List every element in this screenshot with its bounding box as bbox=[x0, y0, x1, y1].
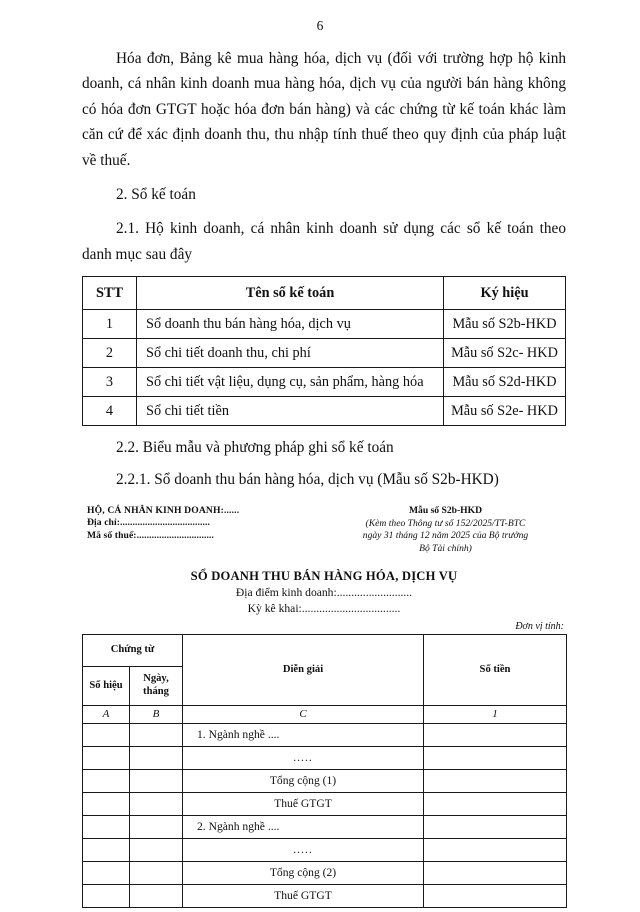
cell-amount[interactable] bbox=[424, 793, 567, 816]
declaration-period-label: Kỳ kê khai:.................................. bbox=[247, 602, 401, 616]
table-row bbox=[83, 339, 566, 368]
circular-line-2: ngày 31 tháng 12 năm 2025 của Bộ trưởng bbox=[362, 530, 529, 542]
cell-amount[interactable] bbox=[424, 862, 567, 885]
col-letter-description: C bbox=[183, 706, 424, 724]
cell-description[interactable]: Tổng cộng (1) bbox=[183, 770, 424, 793]
cell-book-name: Sổ chi tiết vật liệu, dụng cụ, sản phẩm, hàng hóa bbox=[137, 368, 444, 397]
cell-stt: 1 bbox=[83, 310, 137, 339]
tax-code-label: Mã số thuế:............................... bbox=[87, 529, 215, 541]
business-location-label: Địa điểm kinh doanh:.......................... bbox=[235, 586, 413, 600]
table-row bbox=[83, 747, 567, 770]
col-letter-voucher-date: B bbox=[130, 706, 183, 724]
cell-book-name: Sổ chi tiết doanh thu, chi phí bbox=[137, 339, 444, 368]
cell-amount[interactable] bbox=[424, 747, 567, 770]
col-header-symbol: Ký hiệu bbox=[444, 277, 566, 310]
circular-line-1: (Kèm theo Thông tư số 152/2025/TT-BTC bbox=[365, 517, 526, 529]
cell-voucher-date[interactable] bbox=[130, 793, 183, 816]
cell-voucher-number[interactable] bbox=[83, 747, 130, 770]
form-header-block bbox=[82, 505, 566, 567]
cell-description[interactable]: ..... bbox=[183, 747, 424, 770]
cell-voucher-date[interactable] bbox=[130, 862, 183, 885]
table-row bbox=[83, 862, 567, 885]
cell-voucher-number[interactable] bbox=[83, 839, 130, 862]
cell-amount[interactable] bbox=[424, 885, 567, 908]
form-header-left bbox=[87, 505, 239, 542]
table-accounting-books bbox=[82, 276, 566, 426]
cell-voucher-number[interactable] bbox=[83, 793, 130, 816]
cell-book-name: Sổ chi tiết tiền bbox=[137, 397, 444, 426]
cell-voucher-date[interactable] bbox=[130, 885, 183, 908]
col-letter-amount: 1 bbox=[424, 706, 567, 724]
spacer bbox=[82, 426, 566, 435]
table-row bbox=[83, 816, 567, 839]
address-label: Địa chỉ:.................................... bbox=[87, 517, 210, 529]
cell-amount[interactable] bbox=[424, 724, 567, 747]
cell-voucher-number[interactable] bbox=[83, 770, 130, 793]
cell-stt: 2 bbox=[83, 339, 137, 368]
spacer bbox=[82, 207, 566, 216]
business-name-label: HỘ, CÁ NHÂN KINH DOANH:...... bbox=[87, 505, 240, 517]
cell-description[interactable]: Tổng cộng (2) bbox=[183, 862, 424, 885]
col-header-description: Diễn giải bbox=[183, 635, 424, 706]
table-revenue-book bbox=[82, 634, 567, 908]
unit-of-measure-label: Đơn vị tính: bbox=[515, 621, 564, 633]
col-header-voucher-group: Chứng từ bbox=[83, 635, 183, 667]
cell-voucher-date[interactable] bbox=[130, 770, 183, 793]
col-header-book-name: Tên sổ kế toán bbox=[137, 277, 444, 310]
table-row bbox=[83, 368, 566, 397]
cell-symbol: Mẫu số S2e- HKD bbox=[444, 397, 566, 426]
table-row bbox=[83, 793, 567, 816]
table-row bbox=[83, 885, 567, 908]
cell-symbol: Mẫu số S2b-HKD bbox=[444, 310, 566, 339]
table-header-row bbox=[83, 277, 566, 310]
table-row bbox=[83, 397, 566, 426]
cell-voucher-number[interactable] bbox=[83, 724, 130, 747]
col-letter-voucher-number: A bbox=[83, 706, 130, 724]
table-row bbox=[83, 724, 567, 747]
spacer bbox=[82, 173, 566, 182]
paragraph-invoice-rules: Hóa đơn, Bảng kê mua hàng hóa, dịch vụ (đối với trường hợp hộ kinh doanh, cá nhân kinh doanh mua hàng hóa, dịch vụ của người bán hàng không có hóa đơn GTGT hoặc hóa đơn bán hàng) và các chứng từ kế toán khác làm căn cứ để xác định doanh thu, thu nhập tính thuế theo quy định của pháp luật về thuế. bbox=[82, 50, 566, 169]
cell-symbol: Mẫu số S2c- HKD bbox=[444, 339, 566, 368]
circular-line-3: Bộ Tài chính) bbox=[419, 542, 472, 554]
cell-description[interactable]: Thuế GTGT bbox=[183, 885, 424, 908]
col-header-voucher-date: Ngày, tháng bbox=[130, 667, 183, 706]
cell-voucher-date[interactable] bbox=[130, 724, 183, 747]
col-header-amount: Số tiền bbox=[424, 635, 567, 706]
col-header-voucher-number: Số hiệu bbox=[83, 667, 130, 706]
heading-forms-and-methods: 2.2. Biểu mẫu và phương pháp ghi sổ kế toán bbox=[116, 439, 394, 457]
table-column-letters-row bbox=[83, 706, 567, 724]
heading-accounting-books: 2. Sổ kế toán bbox=[116, 186, 196, 204]
cell-amount[interactable] bbox=[424, 816, 567, 839]
cell-description[interactable]: 1. Ngành nghề .... bbox=[183, 724, 424, 747]
sheet-title: SỔ DOANH THU BÁN HÀNG HÓA, DỊCH VỤ bbox=[190, 569, 458, 584]
cell-voucher-date[interactable] bbox=[130, 816, 183, 839]
form-code: Mẫu số S2b-HKD bbox=[408, 505, 483, 517]
cell-voucher-number[interactable] bbox=[83, 862, 130, 885]
cell-description[interactable]: Thuế GTGT bbox=[183, 793, 424, 816]
heading-revenue-book: 2.2.1. Sổ doanh thu bán hàng hóa, dịch vụ (Mẫu số S2b-HKD) bbox=[116, 470, 499, 488]
cell-description[interactable]: ..... bbox=[183, 839, 424, 862]
spacer bbox=[82, 267, 566, 276]
table-row bbox=[83, 770, 567, 793]
heading-book-list-intro: 2.1. Hộ kinh doanh, cá nhân kinh doanh sử dụng các sổ kế toán theo danh mục sau đây bbox=[82, 220, 566, 263]
col-header-stt: STT bbox=[83, 277, 137, 310]
form-header-right bbox=[325, 505, 566, 555]
spacer bbox=[82, 492, 566, 501]
cell-book-name: Sổ doanh thu bán hàng hóa, dịch vụ bbox=[137, 310, 444, 339]
table-row bbox=[83, 310, 566, 339]
cell-voucher-number[interactable] bbox=[83, 885, 130, 908]
cell-stt: 4 bbox=[83, 397, 137, 426]
page-number: 6 bbox=[316, 18, 324, 33]
cell-voucher-date[interactable] bbox=[130, 747, 183, 770]
cell-symbol: Mẫu số S2d-HKD bbox=[444, 368, 566, 397]
cell-amount[interactable] bbox=[424, 839, 567, 862]
cell-voucher-date[interactable] bbox=[130, 839, 183, 862]
cell-voucher-number[interactable] bbox=[83, 816, 130, 839]
cell-amount[interactable] bbox=[424, 770, 567, 793]
cell-description[interactable]: 2. Ngành nghề .... bbox=[183, 816, 424, 839]
document-content bbox=[82, 46, 566, 908]
table-header-row-top bbox=[83, 635, 567, 667]
table-row bbox=[83, 839, 567, 862]
cell-stt: 3 bbox=[83, 368, 137, 397]
